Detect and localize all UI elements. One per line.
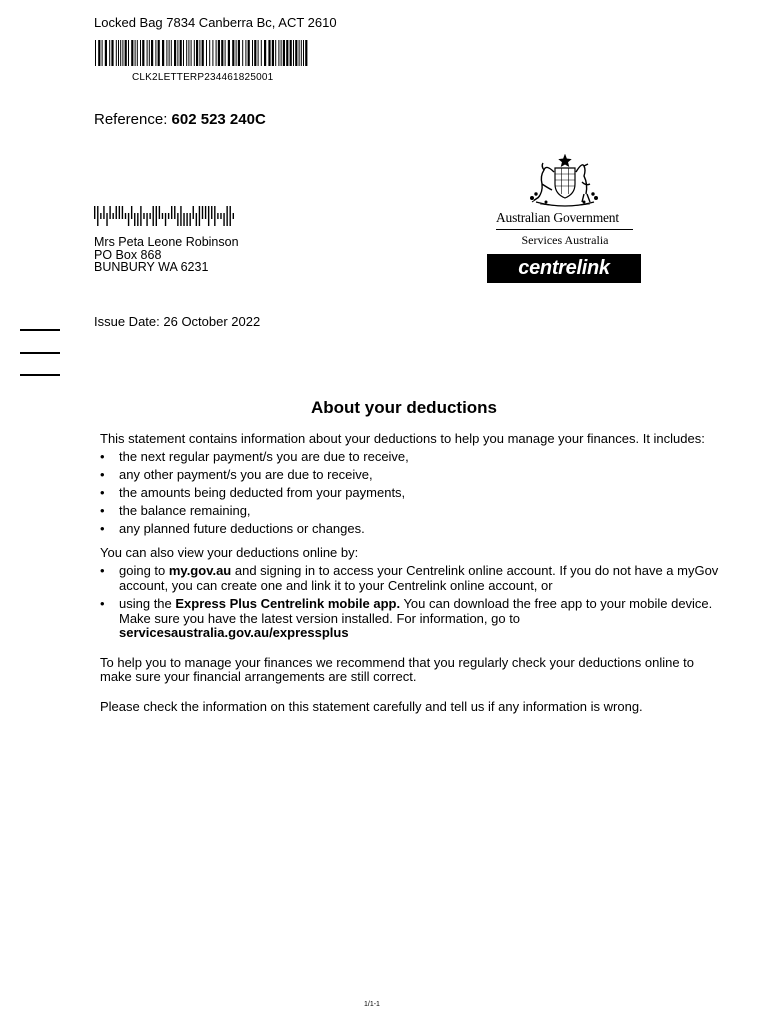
postal-barcode-bar: [162, 213, 163, 219]
barcode-bar: [202, 40, 204, 66]
list-item: [100, 564, 720, 593]
barcode-bar: [131, 40, 133, 66]
postal-barcode-bar: [137, 213, 138, 226]
manage-paragraph: To help you to manage your finances we recommend that you regularly check your deductions online to make sure your financial arrangements are still correct.: [100, 654, 695, 684]
postal-barcode-bar: [208, 206, 209, 226]
recipient-address: [94, 236, 239, 274]
barcode-bar: [125, 40, 127, 66]
view-online-intro: You can also view your deductions online by:: [100, 545, 359, 560]
barcode-bar: [186, 40, 187, 66]
barcode-bar: [169, 40, 170, 66]
barcode-bar: [135, 40, 136, 66]
barcode-bar: [303, 40, 304, 66]
option-text: using the: [119, 596, 176, 611]
postal-barcode-bar: [106, 213, 107, 226]
postal-barcode-bar: [168, 213, 169, 219]
barcode-bar: [147, 40, 148, 66]
postal-barcode-bar: [196, 213, 197, 226]
branding-divider: [496, 229, 633, 230]
barcode-bar: [118, 40, 119, 66]
barcode-bar: [212, 40, 213, 66]
barcode-bar: [258, 40, 259, 66]
barcode-bar: [162, 40, 164, 66]
list-item: • the amounts being deducted from your payments,: [100, 486, 720, 501]
barcode-bar: [209, 40, 210, 66]
barcode-bar: [196, 40, 198, 66]
barcode-bar: [177, 40, 178, 66]
barcode-bar: [295, 40, 297, 66]
postal-barcode-bar: [186, 213, 187, 226]
postal-barcode-bar: [97, 206, 98, 226]
postal-barcode-bar: [122, 206, 123, 219]
barcode-id: CLK2LETTERP234461825001: [132, 72, 274, 83]
barcode-bar: [109, 40, 110, 66]
barcode-bar: [142, 40, 144, 66]
postal-barcode-bar: [233, 213, 234, 219]
barcode-bar: [116, 40, 117, 66]
barcode-bar: [275, 40, 276, 66]
barcode-bar: [290, 40, 292, 66]
reference-line: [94, 111, 266, 128]
intro-paragraph: This statement contains information about your deductions to help you manage your finances. It includes:: [100, 431, 705, 446]
postal-barcode-bar: [149, 213, 150, 219]
barcode-bar: [98, 40, 100, 66]
postal-barcode-bar: [214, 206, 215, 226]
list-item: [100, 597, 720, 641]
postal-barcode-bar: [109, 206, 110, 219]
barcode-bar: [199, 40, 200, 66]
includes-list: [100, 450, 720, 537]
letter-body: [100, 432, 720, 714]
page-number: 1/1-1: [364, 1001, 380, 1008]
list-item: • the next regular payment/s you are due to receive,: [100, 450, 720, 465]
postal-barcode-bar: [131, 206, 132, 219]
centrelink-wordmark: centrelink: [518, 257, 610, 279]
barcode-bar: [111, 40, 113, 66]
postal-barcode-bar: [177, 213, 178, 226]
barcode-bar: [120, 40, 121, 66]
list-item: • the balance remaining,: [100, 504, 720, 519]
barcode-bar: [155, 40, 156, 66]
postal-barcode-bar: [171, 206, 172, 219]
postal-barcode-bar: [119, 206, 120, 219]
barcode-bar: [128, 40, 129, 66]
postal-barcode-bar: [199, 206, 200, 226]
postal-barcode-bar: [205, 206, 206, 219]
barcode-bar: [299, 40, 300, 66]
barcode-bar: [102, 40, 103, 66]
barcode-bar: [149, 40, 150, 66]
recipient-name: Mrs Peta Leone Robinson: [94, 235, 239, 249]
reference-label: Reference:: [94, 111, 168, 128]
option-text: and signing in to access your Centrelink online account. If you do not have a myGov account, you can create one and link it to your Centrelink online account, or: [119, 563, 719, 593]
page-title: About your deductions: [310, 398, 498, 417]
express-plus-app: Express Plus Centrelink mobile app.: [175, 596, 401, 611]
postal-barcode-bar: [153, 206, 154, 226]
address-line: PO Box 868: [94, 247, 162, 262]
check-paragraph: Please check the information on this statement carefully and tell us if any information is wrong.: [100, 698, 643, 714]
postal-barcode-bar: [140, 206, 141, 226]
barcode-bar: [180, 40, 182, 66]
mail-barcode: [95, 40, 311, 66]
barcode-bar: [188, 40, 189, 66]
postal-barcode-bar: [217, 213, 218, 219]
postal-barcode-bar: [116, 206, 117, 219]
barcode-bar: [122, 40, 123, 66]
fold-mark: [20, 374, 60, 376]
postal-barcode-bar: [103, 206, 104, 219]
expressplus-link[interactable]: servicesaustralia.gov.au/expressplus: [119, 625, 349, 640]
postal-barcode-bar: [100, 213, 101, 219]
barcode-bar: [248, 40, 250, 66]
fold-mark: [20, 329, 60, 331]
barcode-bar: [245, 40, 246, 66]
barcode-bar: [278, 40, 279, 66]
postal-barcode-bar: [112, 213, 113, 219]
address-line: BUNBURY WA 6231: [94, 260, 209, 274]
postal-barcode-bar: [223, 213, 224, 226]
postal-barcode-bar: [230, 206, 231, 226]
postal-barcode: [94, 206, 236, 226]
postal-barcode-bar: [134, 213, 135, 226]
coat-of-arms-icon: [526, 154, 604, 208]
barcode-bar: [158, 40, 160, 66]
postal-barcode-bar: [125, 213, 126, 219]
barcode-bar: [225, 40, 226, 66]
agency-name: Services Australia: [521, 233, 609, 247]
postal-barcode-bar: [146, 213, 147, 226]
postal-barcode-bar: [183, 213, 184, 226]
barcode-bar: [264, 40, 266, 66]
postal-barcode-bar: [159, 206, 160, 219]
barcode-bar: [272, 40, 274, 66]
barcode-bar: [151, 40, 153, 66]
barcode-bar: [174, 40, 176, 66]
option-text: going to: [119, 563, 169, 578]
reference-number: 602 523 240C: [171, 111, 266, 128]
postal-barcode-bar: [220, 213, 221, 219]
postal-barcode-bar: [128, 213, 129, 226]
barcode-bar: [236, 40, 237, 66]
barcode-bar: [95, 40, 96, 66]
barcode-bar: [242, 40, 243, 66]
barcode-bar: [301, 40, 302, 66]
postal-barcode-bar: [180, 206, 181, 226]
barcode-bar: [105, 40, 107, 66]
barcode-bar: [254, 40, 256, 66]
barcode-bar: [137, 40, 138, 66]
barcode-bar: [191, 40, 192, 66]
postal-barcode-bar: [174, 206, 175, 219]
barcode-bar: [238, 40, 240, 66]
barcode-bar: [218, 40, 220, 66]
mygov-link[interactable]: my.gov.au: [168, 563, 232, 578]
barcode-bar: [183, 40, 184, 66]
postal-barcode-bar: [202, 206, 203, 219]
barcode-bar: [286, 40, 288, 66]
postal-barcode-bar: [193, 206, 194, 219]
barcode-bar: [261, 40, 262, 66]
postal-barcode-bar: [226, 206, 227, 226]
barcode-bar: [281, 40, 282, 66]
option-text: You can download the free app to your mobile device. Make sure you have the latest version installed. For information, go to: [119, 596, 713, 626]
postal-barcode-bar: [143, 213, 144, 219]
barcode-bar: [140, 40, 141, 66]
issue-date: Issue Date: 26 October 2022: [94, 314, 261, 329]
view-options-list: [100, 564, 720, 641]
barcode-bar: [206, 40, 207, 66]
barcode-bar: [268, 40, 270, 66]
list-item: • any planned future deductions or changes.: [100, 522, 720, 537]
barcode-bar: [252, 40, 253, 66]
barcode-bar: [166, 40, 167, 66]
postal-barcode-bar: [165, 213, 166, 226]
barcode-bar: [171, 40, 172, 66]
barcode-bar: [283, 40, 285, 66]
list-item: • any other payment/s you are due to receive,: [100, 468, 720, 483]
return-address: Locked Bag 7834 Canberra Bc, ACT 2610: [94, 15, 337, 30]
barcode-bar: [232, 40, 234, 66]
postal-barcode-bar: [189, 213, 190, 226]
barcode-bar: [221, 40, 223, 66]
postal-barcode-bar: [211, 206, 212, 219]
fold-mark: [20, 352, 60, 354]
barcode-bar: [228, 40, 230, 66]
barcode-bar: [216, 40, 217, 66]
postal-barcode-bar: [156, 206, 157, 226]
barcode-bar: [194, 40, 195, 66]
barcode-bar: [305, 40, 307, 66]
postal-barcode-bar: [94, 206, 95, 219]
barcode-bar: [293, 40, 294, 66]
government-name: Australian Government: [496, 210, 619, 225]
